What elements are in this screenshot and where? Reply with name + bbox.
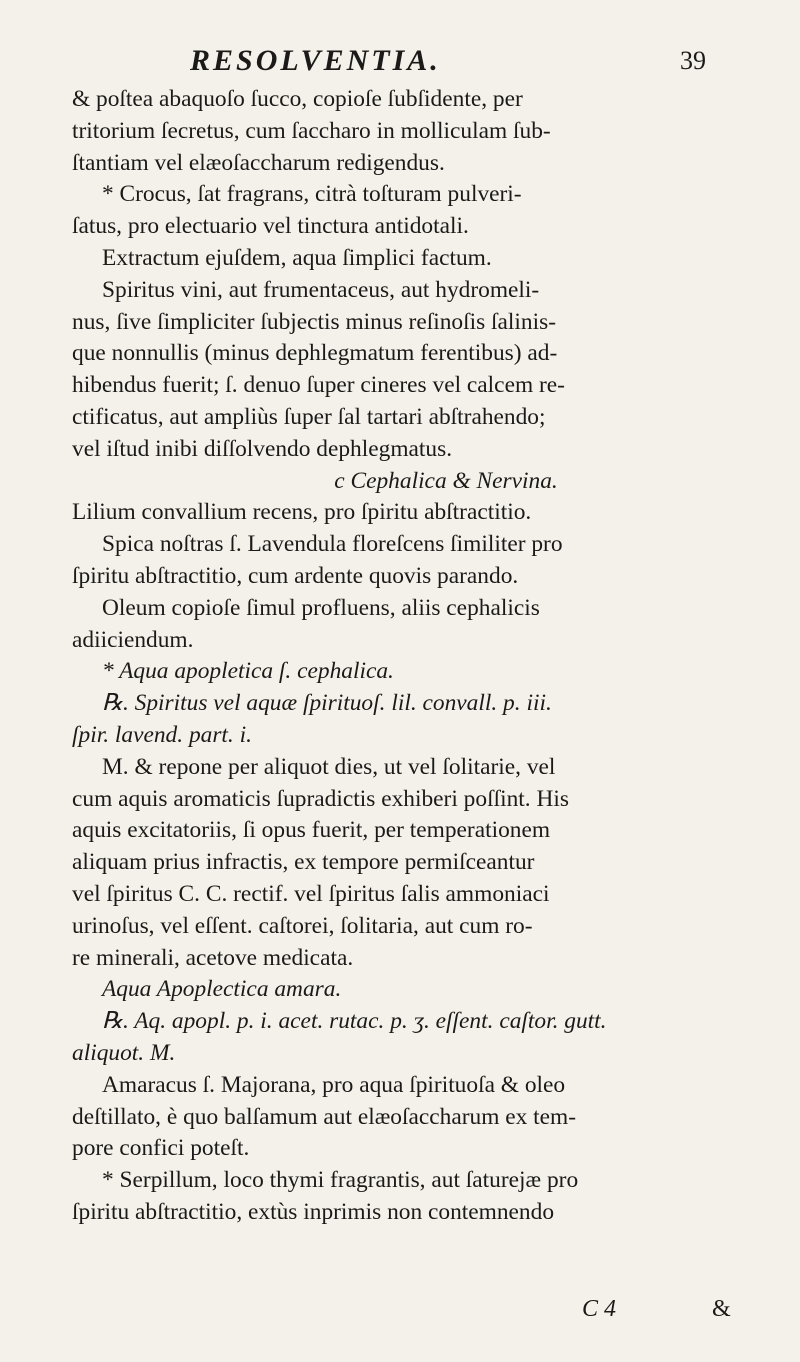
page-number: 39	[680, 46, 706, 75]
text-line: nus, ſive ſimpliciter ſubjectis minus reſinoſis ſalinis-	[72, 308, 556, 335]
text-line: Spiritus vini, aut frumentaceus, aut hydromeli-	[102, 276, 540, 303]
page-header	[72, 44, 740, 84]
text-line: & poſtea abaquoſo ſucco, copioſe ſubſidente, per	[72, 86, 523, 112]
text-line: Oleum copioſe ſimul profluens, aliis cephalicis	[102, 594, 540, 621]
text-line: Extractum ejuſdem, aqua ſimplici factum.	[102, 244, 492, 271]
text-body	[72, 84, 740, 1229]
text-line: ſpiritu abſtractitio, cum ardente quovis parando.	[72, 562, 519, 589]
text-line: Amaracus ſ. Majorana, pro aqua ſpirituoſa & oleo	[102, 1071, 566, 1098]
section-heading: c Cephalica & Nervina.	[334, 467, 558, 494]
text-line: Spica noſtras ſ. Lavendula floreſcens ſimiliter pro	[102, 531, 563, 558]
text-line: M. & repone per aliquot dies, ut vel ſolitarie, vel	[102, 753, 556, 780]
text-line: Aqua Apoplectica amara.	[102, 976, 342, 1003]
text-line: pore confici poteſt.	[72, 1135, 250, 1162]
text-line: urinoſus, vel eſſent. caſtorei, ſolitaria, aut cum ro-	[72, 912, 533, 939]
text-line: aliquot. M.	[72, 1039, 176, 1066]
text-line: * Serpillum, loco thymi fragrantis, aut ſaturejæ pro	[102, 1167, 579, 1194]
text-line: ℞. Spiritus vel aquæ ſpirituoſ. lil. convall. p. iii.	[102, 690, 552, 717]
text-line: vel iſtud inibi diſſolvendo dephlegmatus.	[72, 435, 453, 462]
text-line: que nonnullis (minus dephlegmatum ferentibus) ad-	[72, 340, 558, 367]
signature-mark: C 4	[582, 1296, 617, 1322]
text-line: cum aquis aromaticis ſupradictis exhiberi poſſint. His	[72, 785, 569, 812]
text-line: re minerali, acetove medicata.	[72, 944, 354, 971]
text-line: tritorium ſecretus, cum ſaccharo in molliculam ſub-	[72, 117, 551, 144]
text-line: aliquam prius infractis, ex tempore permiſceantur	[72, 849, 535, 876]
text-line: deſtillato, è quo balſamum aut elæoſaccharum ex tem-	[72, 1103, 577, 1130]
text-line: ſtantiam vel elæoſaccharum redigendus.	[72, 149, 445, 176]
text-line: Lilium convallium recens, pro ſpiritu abſtractitio.	[72, 499, 532, 526]
text-line: * Aqua apopletica ſ. cephalica.	[102, 658, 394, 685]
text-line: ſatus, pro electuario vel tinctura antidotali.	[72, 213, 469, 240]
text-line: hibendus fuerit; ſ. denuo ſuper cineres vel calcem re-	[72, 372, 565, 399]
page-footer	[0, 1296, 800, 1332]
text-line: adiiciendum.	[72, 626, 194, 653]
text-line: vel ſpiritus C. C. rectif. vel ſpiritus ſalis ammoniaci	[72, 880, 550, 907]
running-head: RESOLVENTIA.	[190, 44, 441, 77]
text-line: ℞. Aq. apopl. p. i. acet. rutac. p. ʒ. eſſent. caſtor. gutt.	[102, 1008, 607, 1035]
text-line: ctificatus, aut ampliùs ſuper ſal tartari abſtrahendo;	[72, 403, 546, 430]
text-line: ſpiritu abſtractitio, extùs inprimis non contemnendo	[72, 1198, 555, 1225]
text-line: * Crocus, ſat fragrans, citrà toſturam pulveri-	[102, 181, 522, 208]
text-line: aquis excitatoriis, ſi opus fuerit, per temperationem	[72, 817, 551, 844]
text-line: ſpir. lavend. part. i.	[72, 721, 252, 748]
catchword: &	[712, 1296, 731, 1322]
